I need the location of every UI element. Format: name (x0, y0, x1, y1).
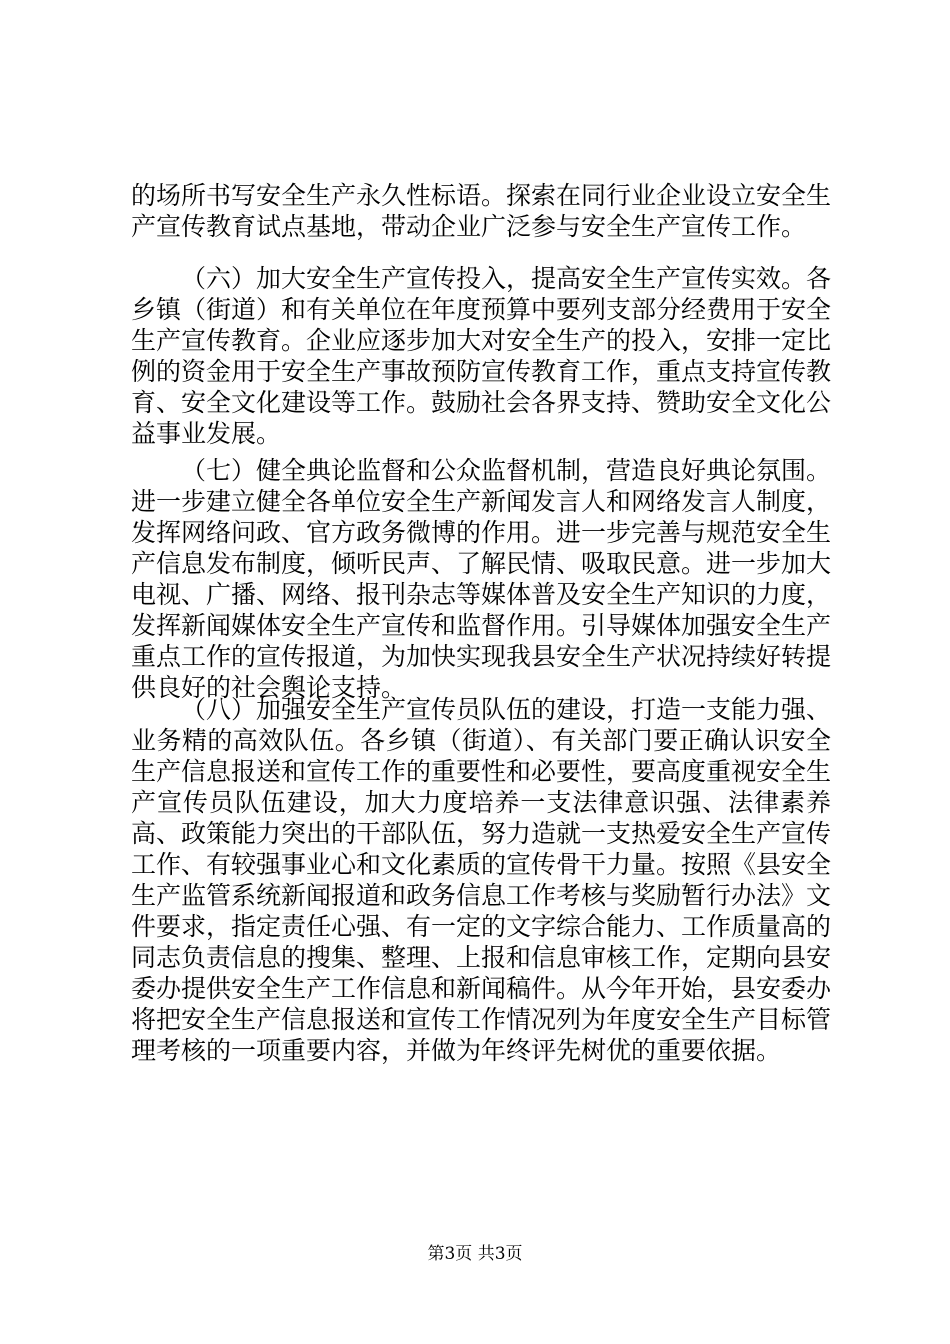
paragraph-six: （六）加大安全生产宣传投入，提高安全生产宣传实效。各乡镇（街道）和有关单位在年度预算中要列支部分经费用于安全生产宣传教育。企业应逐步加大对安全生产的投入，安排一定比例的资金用于安全生产事故预防宣传教育工作，重点支持宣传教育、安全文化建设等工作。鼓励社会各界支持、赞助安全文化公益事业发展。 (131, 264, 832, 448)
paragraph-seven: （七）健全典论监督和公众监督机制，营造良好典论氛围。进一步建立健全各单位安全生产新闻发言人和网络发言人制度，发挥网络问政、官方政务微博的作用。进一步完善与规范安全生产信息发布制度，倾听民声、了解民情、吸取民意。进一步加大电视、广播、网络、报刊杂志等媒体普及安全生产知识的力度，发挥新闻媒体安全生产宣传和监督作用。引导媒体加强安全生产重点工作的宣传报道，为加快实现我县安全生产状况持续好转提供良好的社会舆论支持。 (131, 456, 832, 702)
page-number-footer: 第3页 共3页 (427, 1244, 523, 1264)
paragraph-eight: （八）加强安全生产宣传员队伍的建设，打造一支能力强、业务精的高效队伍。各乡镇（街道）、有关部门要正确认识安全生产信息报送和宣传工作的重要性和必要性，要高度重视安全生产宣传员队伍建设，加大力度培养一支法律意识强、法律素养高、政策能力突出的干部队伍，努力造就一支热爱安全生产宣传工作、有较强事业心和文化素质的宣传骨干力量。按照《县安全生产监管系统新闻报道和政务信息工作考核与奖励暂行办法》文件要求，指定责任心强、有一定的文字综合能力、工作质量高的同志负责信息的搜集、整理、上报和信息审核工作，定期向县安委办提供安全生产工作信息和新闻稿件。从今年开始，县安委办将把安全生产信息报送和宣传工作情况列为年度安全生产目标管理考核的一项重要内容，并做为年终评先树优的重要依据。 (131, 695, 832, 1065)
paragraph-intro: 的场所书写安全生产永久性标语。探索在同行业企业设立安全生产宣传教育试点基地，带动企业广泛参与安全生产宣传工作。 (131, 181, 832, 241)
